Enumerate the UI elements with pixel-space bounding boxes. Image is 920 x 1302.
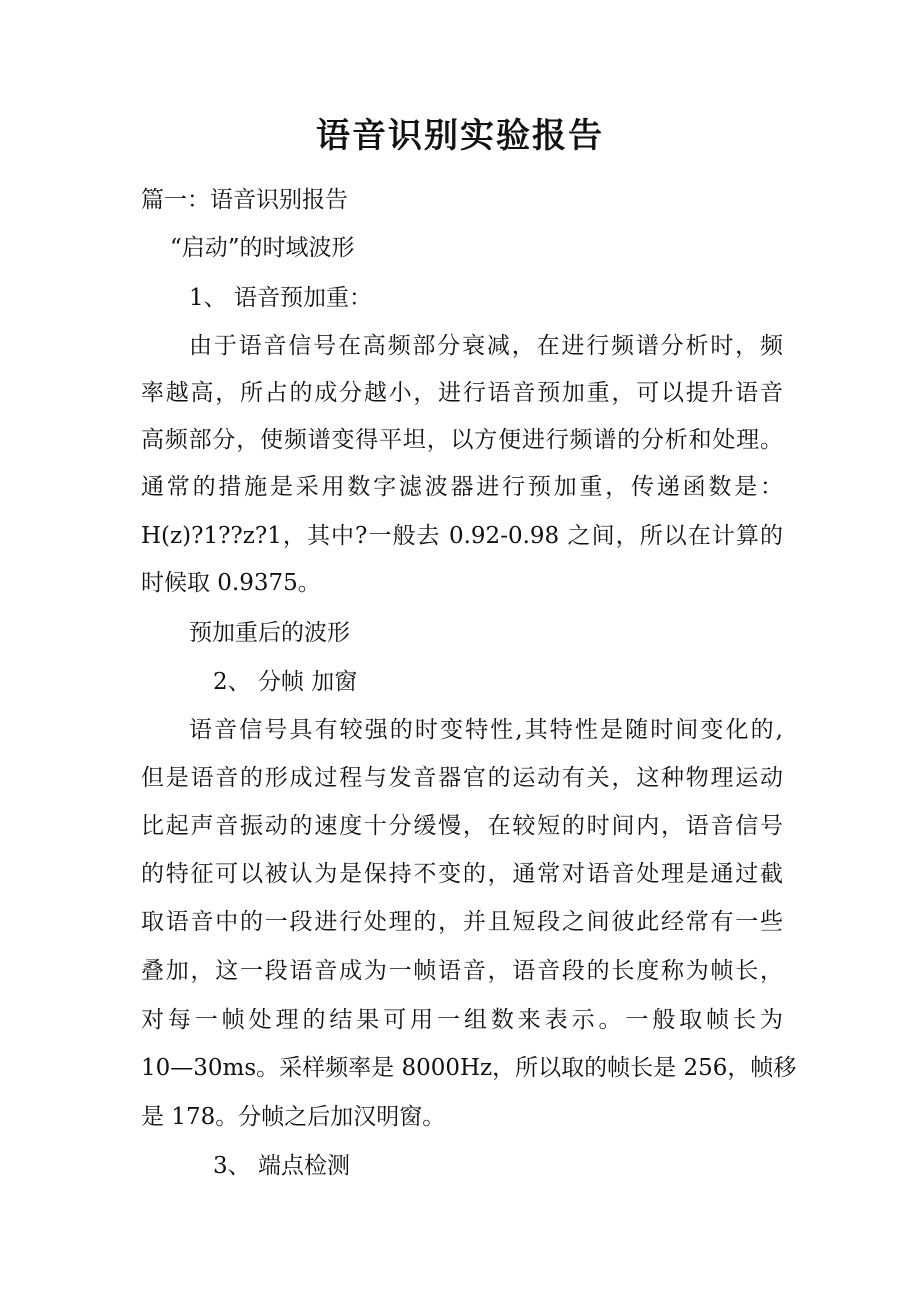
section-3-heading: 3、 端点检测	[213, 1153, 350, 1179]
section-1-paragraph-line: H(z)?1??z?1，其中?一般去 0.92-0.98 之间，所以在计算的	[141, 523, 783, 549]
document-title: 语音识别实验报告	[316, 116, 604, 156]
section-1-paragraph-line: 通常的措施是采用数字滤波器进行预加重，传递函数是：	[141, 474, 783, 500]
section-1-heading: 1、 语音预加重：	[189, 285, 372, 311]
section-1-paragraph-line: 时候取 0.9375。	[141, 570, 321, 596]
section-2-paragraph-line: 语音信号具有较强的时变特性,其特性是随时间变化的,	[189, 717, 783, 743]
part-heading: 篇一：语音识别报告	[141, 187, 348, 213]
section-2-paragraph-line: 的特征可以被认为是保持不变的，通常对语音处理是通过截	[141, 861, 783, 887]
waveform-caption: “启动”的时域波形	[170, 235, 355, 261]
section-2-paragraph-line: 是 178。分帧之后加汉明窗。	[141, 1104, 446, 1130]
section-2-paragraph-line: 对每一帧处理的结果可用一组数来表示。一般取帧长为	[141, 1007, 783, 1033]
preemphasis-caption: 预加重后的波形	[189, 620, 350, 646]
section-2-paragraph-line: 叠加，这一段语音成为一帧语音，语音段的长度称为帧长，	[141, 958, 783, 984]
section-1-paragraph-line: 由于语音信号在高频部分衰减，在进行频谱分析时，频	[189, 333, 783, 359]
section-1-paragraph-line: 高频部分，使频谱变得平坦，以方便进行频谱的分析和处理。	[141, 427, 783, 453]
section-2-paragraph-line: 比起声音振动的速度十分缓慢，在较短的时间内，语音信号	[141, 813, 783, 839]
section-1-paragraph-line: 率越高，所占的成分越小，进行语音预加重，可以提升语音	[141, 380, 783, 406]
section-2-paragraph-line: 取语音中的一段进行处理的，并且短段之间彼此经常有一些	[141, 909, 783, 935]
section-2-heading: 2、 分帧 加窗	[213, 669, 358, 695]
section-2-paragraph-line: 但是语音的形成过程与发音器官的运动有关，这种物理运动	[141, 765, 783, 791]
section-2-paragraph-line: 10—30ms。采样频率是 8000Hz，所以取的帧长是 256，帧移	[141, 1055, 797, 1081]
